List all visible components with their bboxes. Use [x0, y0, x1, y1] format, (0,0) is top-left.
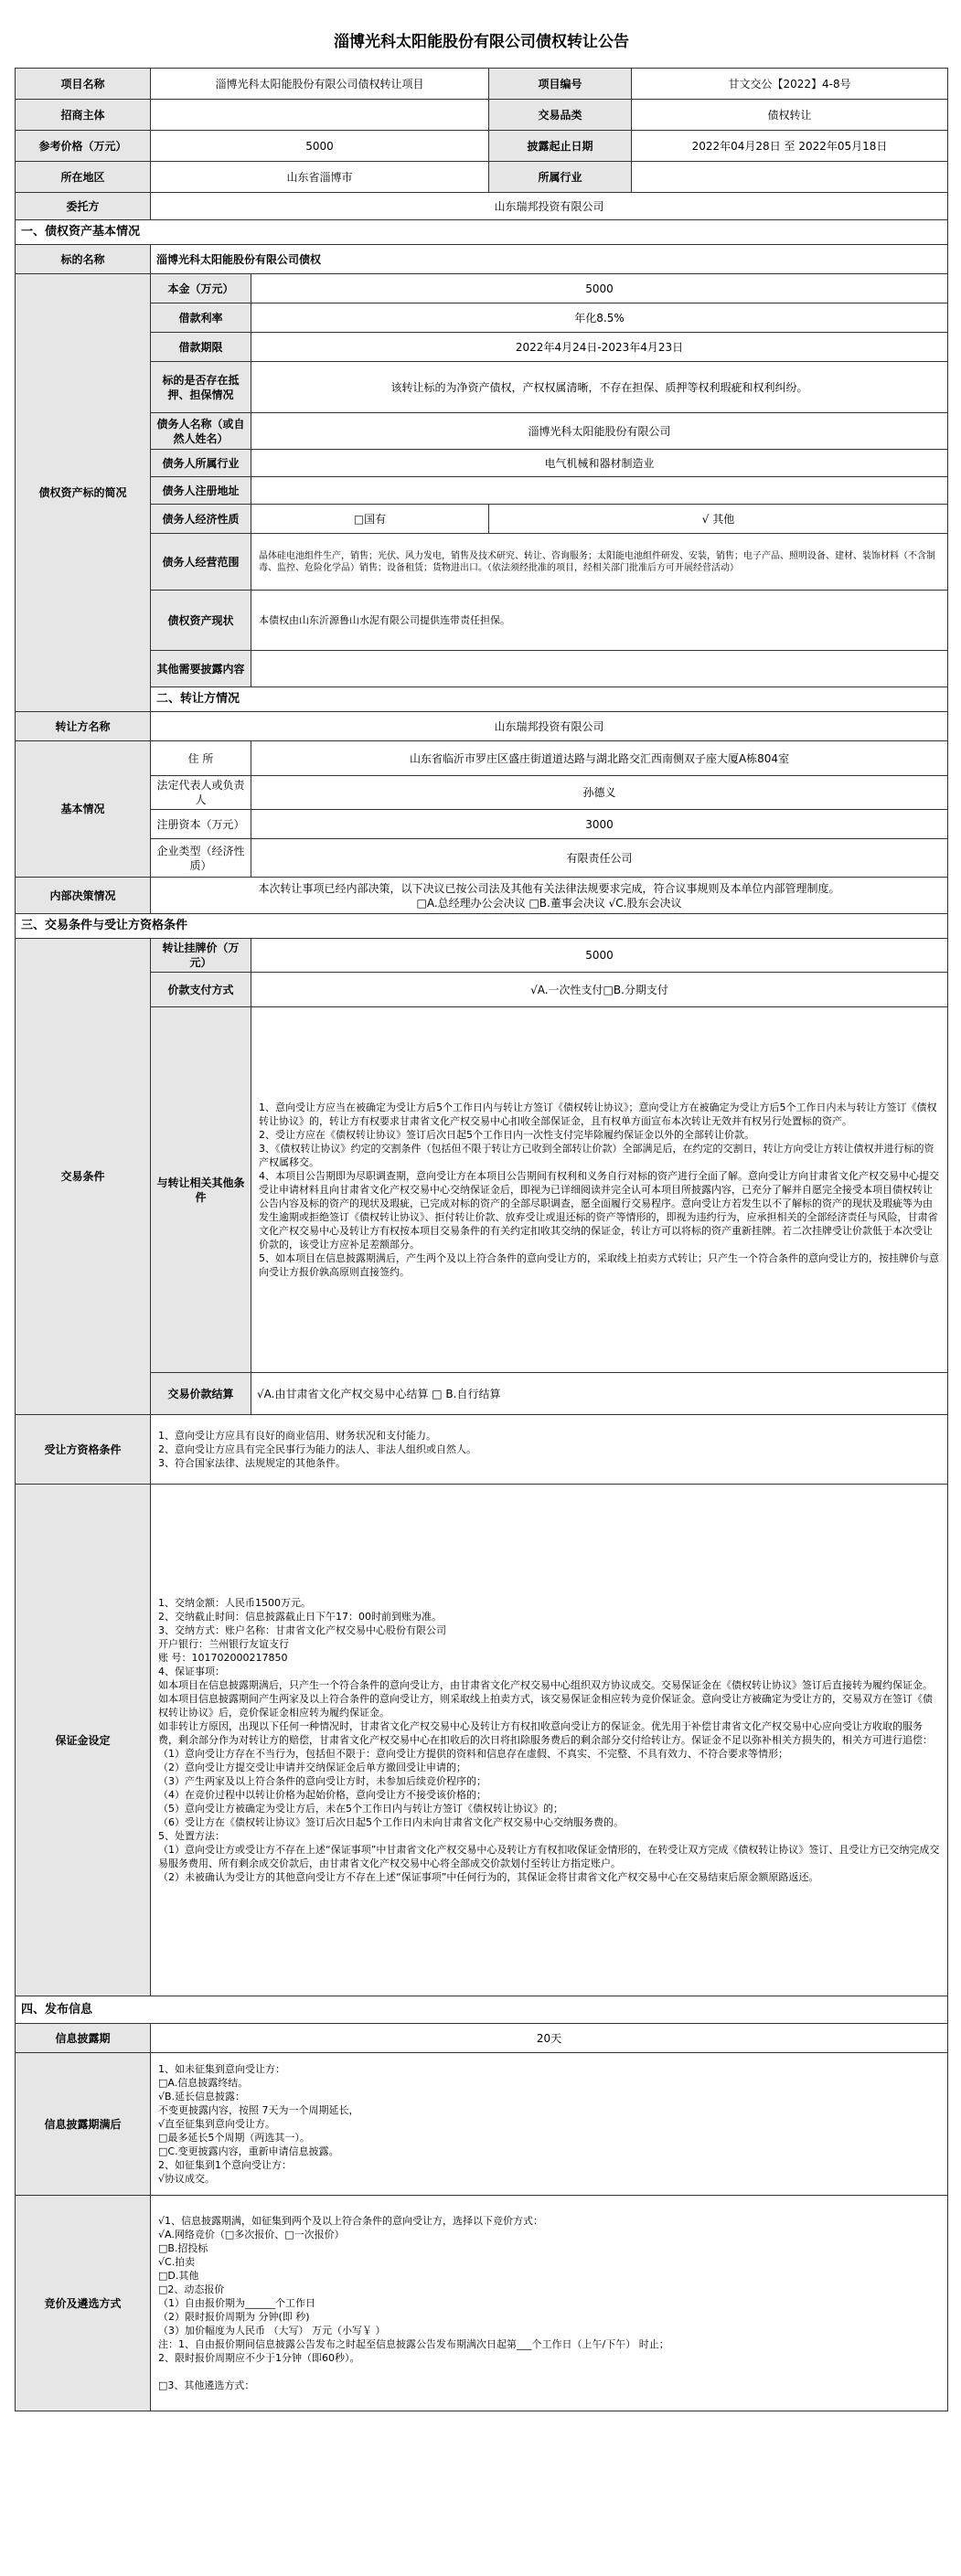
region-value: 山东省淄博市	[151, 162, 489, 193]
deposit-value: 1、交纳金额：人民币1500万元。 2、交纳截止时间：信息披露截止日下午17：00时前到账为准。 3、交纳方式：账户名称：甘肃省文化产权交易中心股份有限公司 开户银行：兰州银行友谊支行 账 号：101702000217850 4、保证事项： 如本项目在信息披露期满后，只产生一个符合条件的意向受让方，由甘肃省文化产权交易中心组织双方协议成交。交易保证金在《债权转让协议》签订后直接转为履约保证金。 如本项目信息披露期间产生两家及以上符合条件的意向受让方，则采取线上拍卖方式，该交易保证金相应转为竞价保证金。意向受让方被确定为受让方的，交易双方在签订《债权转让协议》后，竞价保证金相应转为履约保证金。 如非转让方原因，出现以下任何一种情况时，甘肃省文化产权交易中心及转让方有权扣收意向受让方的保证金。优先用于补偿甘肃省文化产权交易中心应向受让方收取的服务费，剩余部分作为对转让方的赔偿，甘肃省文化产权交易中心在扣收后的次日将扣除服务费后的剩余部分交付给转让方。保证金不足以弥补相关方损失的，相关方可进行追偿： （1）意向受让方存在不当行为，包括但不限于：意向受让方提供的资料和信息存在虚假、不真实、不完整、不具有效力、不符合要求等情形； （2）意向受让方提交受让申请并交纳保证金后单方撤回受让申请的； （3）产生两家及以上符合条件的意向受让方时，未参加后续竞价程序的； （4）在竞价过程中以转让价格为起始价格，意向受让方不接受该价格的； （5）意向受让方被确定为受让方后，未在5个工作日内与转让方签订《债权转让协议》的； （6）受让方在《债权转让协议》签订后次日起5个工作日内未向甘肃省文化产权交易中心交纳服务费的。 5、处置方法： （1）意向受让方或受让方不存在上述“保证事项”中甘肃省文化产权交易中心及转让方有权扣收保证金情形的，在转受让双方完成《债权转让协议》签订、且受让方已交纳完成交易服务费用、所有剩余成交价款后，由甘肃省文化产权交易中心将全部成交价款划付至转让方指定账户。 （2）未被确认为受让方的其他意向受让方不存在上述“保证事项”中任何行为的，其保证金将甘肃省文化产权交易中心在交易结束后原金额原路返还。	[151, 1485, 948, 1996]
region-label: 所在地区	[16, 162, 151, 193]
debtor-industry-value: 电气机械和器材制造业	[251, 450, 948, 477]
transferor-name-label: 转让方名称	[16, 712, 151, 741]
sponsor-label: 招商主体	[16, 100, 151, 131]
debtor-value: 淄博光科太阳能股份有限公司	[251, 413, 948, 450]
project-name-label: 项目名称	[16, 69, 151, 100]
section-heading-transferor: 二、转让方情况	[151, 687, 948, 712]
scope-label: 债务人经营范围	[151, 534, 251, 591]
company-type-label: 企业类型（经济性质）	[151, 839, 251, 878]
rate-value: 年化8.5%	[251, 303, 948, 333]
expire-value: 1、如未征集到意向受让方： □A.信息披露终结。 √B.延长信息披露： 不变更披露内容，按照 7天为一个周期延长， √直至征集到意向受让方。 □最多延长5个周期（两选其一）。 □C.变更披露内容，重新申请信息披露。 2、如征集到1个意向受让方： √协议成交。	[151, 2053, 948, 2196]
pledge-label: 标的是否存在抵押、担保情况	[151, 362, 251, 413]
trade-type-label: 交易品类	[489, 100, 632, 131]
address-label: 住 所	[151, 741, 251, 776]
capital-value: 3000	[251, 810, 948, 839]
expire-label: 信息披露期满后	[16, 2053, 151, 2196]
related-conditions-label: 与转让相关其他条件	[151, 1007, 251, 1373]
debtor-addr-value	[251, 477, 948, 505]
conditions-label: 交易条件	[16, 939, 151, 1415]
related-conditions-value: 1、意向受让方应当在被确定为受让方后5个工作日内与转让方签订《债权转让协议》；意向受让方在被确定为受让方后5个工作日内未与转让方签订《债权转让协议》的，转让方有权要求甘肃省文化产权交易中心扣收全部保证金，且有权单方面宣布本次转让无效并有权另行处置标的资产。 2、受让方应在《债权转让协议》签订后次日起5个工作日内一次性支付完毕除履约保证金以外的全部转让价款。 3、《债权转让协议》约定的交割条件（包括但不限于转让方已收到全部转让价款）全部满足后，在约定的交割日，转让方向受让方转让债权并进行标的资产权属移交。 4、本项目公告期即为尽职调查期，意向受让方在本项目公告期间有权利和义务自行对标的资产进行全面了解。意向受让方向甘肃省文化产权交易中心提交受让申请材料且向甘肃省文化产权交易中心交纳保证金后，即视为已详细阅读并完全认可本项目所披露内容，已充分了解并自愿完全接受本项目债权转让公告内容及标的资产的现状及瑕疵，已完成对标的资产的全部尽职调查，愿全面履行交易程序。意向受让方若发生以不了解标的资产的现状及瑕疵等为由发生逾期或拒绝签订《债权转让协议》、拒付转让价款、放弃受让或退还标的资产等情形的，即视为违约行为，应承担相关的全部经济责任与风险，甘肃省文化产权交易中心及转让方有权按本项目交易条件的有关约定扣收其交纳的保证金，转让方可以将标的资产重新挂牌。若二次挂牌受让价款低于本次受让价款的，该受让方应补足差额部分。 5、如本项目在信息披露期满后，产生两个及以上符合条件的意向受让方的，采取线上拍卖方式转让；只产生一个符合条件的意向受让方的，按挂牌价与意向受让方报价孰高原则直接签约。	[251, 1007, 948, 1373]
company-type-value: 有限责任公司	[251, 839, 948, 878]
qualification-value: 1、意向受让方应具有良好的商业信用、财务状况和支付能力。 2、意向受让方应具有完全民事行为能力的法人、非法人组织或自然人。 3、符合国家法律、法规规定的其他条件。	[151, 1415, 948, 1485]
page-title: 淄博光科太阳能股份有限公司债权转让公告	[334, 33, 630, 51]
ref-price-label: 参考价格（万元）	[16, 131, 151, 162]
price-label: 转让挂牌价（万元）	[151, 939, 251, 973]
principal-label: 本金（万元）	[151, 274, 251, 303]
disclosure-value: 2022年04月28日 至 2022年05月18日	[632, 131, 948, 162]
section-heading-conditions: 三、交易条件与受让方资格条件	[16, 914, 948, 939]
nature-option-other: √ 其他	[489, 505, 948, 534]
ref-price-value: 5000	[151, 131, 489, 162]
other-label: 其他需要披露内容	[151, 651, 251, 687]
method-value: √1、信息披露期满，如征集到两个及以上符合条件的意向受让方，选择以下竞价方式： √A.网络竞价（□多次报价、□一次报价） □B.招投标 √C.拍卖 □D.其他 □2、动态报价 （1）自由报价期为______个工作日 （2）限时报价周期为 分钟(即 秒) （3）加价幅度为人民币 （大写） 万元（小写￥ ） 注：1、自由报价期间信息披露公告发布之时起至信息披露公告发布期满次日起第___个工作日（上午/下午） 时止； 2、限时报价周期应不少于1分钟（即60秒）。 □3、其他遴选方式：	[151, 2196, 948, 2411]
payment-value: √A.一次性支付□B.分期支付	[251, 973, 948, 1007]
rep-label: 法定代表人或负责人	[151, 776, 251, 810]
sponsor-value	[151, 100, 489, 131]
project-no-label: 项目编号	[489, 69, 632, 100]
qualification-label: 受让方资格条件	[16, 1415, 151, 1485]
section-heading-publish: 四、发布信息	[16, 1996, 948, 2024]
industry-value	[632, 162, 948, 193]
address-value: 山东省临沂市罗庄区盛庄街道道达路与湖北路交汇西南侧双子座大厦A栋804室	[251, 741, 948, 776]
rate-label: 借款利率	[151, 303, 251, 333]
capital-label: 注册资本（万元）	[151, 810, 251, 839]
principal-value: 5000	[251, 274, 948, 303]
status-label: 债权资产现状	[151, 591, 251, 651]
pledge-value: 该转让标的为净资产债权，产权权属清晰，不存在担保、质押等权利瑕疵和权利纠纷。	[251, 362, 948, 413]
decision-line-2: □A.总经理办公会决议 □B.董事会决议 √C.股东会决议	[416, 896, 682, 910]
transferor-name-value: 山东瑞邦投资有限公司	[151, 712, 948, 741]
other-value	[251, 651, 948, 687]
rep-value: 孙德义	[251, 776, 948, 810]
debtor-addr-label: 债务人注册地址	[151, 477, 251, 505]
period-value: 20天	[151, 2024, 948, 2053]
debtor-label: 债务人名称（或自然人姓名）	[151, 413, 251, 450]
term-value: 2022年4月24日-2023年4月23日	[251, 333, 948, 362]
debtor-nature-label: 债务人经济性质	[151, 505, 251, 534]
settlement-value: √A.由甘肃省文化产权交易中心结算 □ B.自行结算	[251, 1373, 948, 1415]
method-label: 竞价及遴选方式	[16, 2196, 151, 2411]
status-value: 本债权由山东沂源鲁山水泥有限公司提供连带责任担保。	[251, 591, 948, 651]
scope-value: 晶体硅电池组件生产，销售；光伏、风力发电，销售及技术研究、转让、咨询服务；太阳能电池组件研发、安装，销售；电子产品、照明设备、建材、装饰材料（不含制毒、监控、危险化学品）销售；设备租赁；货物进出口。（依法须经批准的项目，经相关部门批准后方可开展经营活动）	[251, 534, 948, 591]
announcement-page	[15, 16, 947, 2411]
asset-group-label: 债权资产标的简况	[16, 274, 151, 712]
entrust-label: 委托方	[16, 193, 151, 220]
decision-line-1: 本次转让事项已经内部决策，以下决议已按公司法及其他有关法律法规要求完成，符合议事规则及本单位内部管理制度。	[258, 881, 840, 895]
term-label: 借款期限	[151, 333, 251, 362]
target-value: 淄博光科太阳能股份有限公司债权	[151, 245, 948, 274]
basic-info-label: 基本情况	[16, 741, 151, 878]
settlement-label: 交易价款结算	[151, 1373, 251, 1415]
debtor-industry-label: 债务人所属行业	[151, 450, 251, 477]
deposit-label: 保证金设定	[16, 1485, 151, 1996]
period-label: 信息披露期	[16, 2024, 151, 2053]
industry-label: 所属行业	[489, 162, 632, 193]
disclosure-label: 披露起止日期	[489, 131, 632, 162]
price-value: 5000	[251, 939, 948, 973]
section-heading-assets: 一、债权资产基本情况	[16, 220, 948, 245]
target-label: 标的名称	[16, 245, 151, 274]
payment-label: 价款支付方式	[151, 973, 251, 1007]
nature-option-state: □国有	[251, 505, 489, 534]
project-no-value: 甘文交公【2022】4-8号	[632, 69, 948, 100]
project-name-value: 淄博光科太阳能股份有限公司债权转让项目	[151, 69, 489, 100]
entrust-value: 山东瑞邦投资有限公司	[151, 193, 948, 220]
decision-label: 内部决策情况	[16, 878, 151, 914]
announcement-table	[15, 16, 948, 2411]
trade-type-value: 债权转让	[632, 100, 948, 131]
